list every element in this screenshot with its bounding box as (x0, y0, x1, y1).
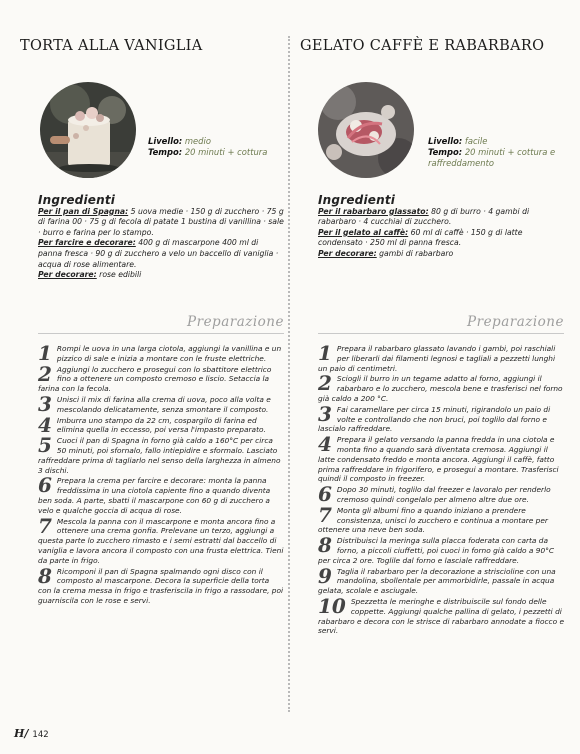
step-text: Fai caramellare per circa 15 minuti, rigirandolo un paio di volte e controllando che non bruci, poi toglilo dal forno e lascialo raffreddare. (318, 404, 551, 434)
steps-list (318, 341, 565, 637)
magazine-logo: H/ (14, 727, 29, 740)
step-text: Monta gli albumi fino a quando iniziano a prendere consistenza, unisci lo zucchero e continua a montare per ottenere una neve ben soda. (318, 505, 548, 535)
step-number: 1 (318, 341, 332, 365)
step (318, 533, 564, 565)
step-number: 4 (38, 412, 52, 437)
ingredient-label: Per decorare: (318, 248, 377, 258)
step-text: Prepara la crema per farcire e decorare: monta la panna freddissima in una ciotola capiente fino a quando diventa ben soda. A parte, sbatti il mascarpone con 60 g di zucchero a velo e qualche goccia di acqua di rose. (38, 476, 271, 515)
preparation-heading: Preparazione (187, 314, 284, 330)
step-text: Prepara il gelato versando la panna fredda in una ciotola e monta fino a quando sarà diventata cremosa. Aggiungi il latte condensato freddo e monta ancora. Aggiungi il caffè, fatto prima raffreddare in frigorifero, e prosegui a montare. Trasferisci quindi il composto in freezer. (318, 435, 559, 484)
step-text: Cuoci il pan di Spagna in forno già caldo a 160°C per circa 50 minuti, poi sfornalo, fallo intiepidire e sformalo. Lasciato raffreddare prima di tagliarlo nel senso della larghezza in almeno 3 dischi. (38, 436, 281, 475)
recipe-title: GELATO CAFFÈ E RABARBARO (300, 38, 545, 54)
step-number: 6 (318, 482, 332, 507)
ingredient-label: Per decorare: (38, 270, 97, 280)
step-text: Prepara il rabarbaro glassato lavando i gambi, poi raschiali per liberarli dai filamenti legnosi e tagliali a pezzetti lunghi un paio di centimetri. (318, 344, 556, 373)
ingredient-text: 5 uova medie · 150 g di zucchero · 75 g di farina 00 · 75 g di fecola di patate 1 bustina di vanillina · sale · burro e farina per lo stampo. (38, 206, 284, 237)
step-text: Unisci il mix di farina alla crema di uova, poco alla volta e mescolando delicatamente, senza smontare il composto. (56, 394, 271, 414)
livello-label: Livello: (148, 136, 183, 146)
step-text: Spezzetta le meringhe e distribuiscile sul fondo delle coppette. Aggiungi qualche pallina di gelato, i pezzetti di rabarbaro e decora con le strisce di rabarbaro annodate a fiocco e servi. (318, 596, 565, 636)
ingredients-section (318, 195, 564, 260)
step-number: 7 (38, 513, 52, 538)
step (38, 513, 284, 566)
ingredient-group (38, 238, 284, 270)
step-text: Mescola la panna con il mascarpone e monta ancora fino a ottenere una crema gonfia. Prelevane un terzo, aggiungi a questa parte lo zucchero rimasto e i semi estratti dal baccello di vaniglia e lavora ancora il composto con una frusta elettrica. Tieni da parte in frigo. (38, 516, 284, 565)
step-number: 2 (38, 361, 52, 386)
step-text: Rompi le uova in una larga ciotola, aggiungi la vanillina e un pizzico di sale e inizia a montare con le fruste elettriche. (56, 344, 282, 363)
step (318, 482, 564, 507)
ingredient-group (318, 228, 564, 249)
recipe-gelato-caffe-rabarbaro (300, 0, 565, 740)
step (318, 432, 564, 484)
step-number: 5 (38, 433, 52, 458)
preparation-heading: Preparazione (467, 314, 564, 330)
livello-value: medio (184, 136, 211, 146)
page-number: 142 (32, 730, 49, 740)
step (38, 433, 284, 475)
step-text: Distribuisci la meringa sulla placca foderata con carta da forno, a piccoli ciuffetti, poi cuoci in forno già caldo a 90°C per circa 2 ore. Toglile dal forno e lasciale raffreddare. (318, 536, 555, 565)
ingredient-label: Per il pan di Spagna: (38, 206, 129, 216)
step-number: 1 (38, 341, 52, 365)
tempo-value: 20 minuti + cottura e raffreddamento (428, 147, 556, 168)
cake-photo (40, 82, 136, 178)
step-text: Aggiungi lo zucchero e prosegui con lo sbattitore elettrico fino a ottenere un composto cremoso e liscio. Setaccia la farina con la fecola. (38, 364, 272, 394)
recipe-title: TORTA ALLA VANIGLIA (20, 38, 203, 54)
steps-list (38, 341, 284, 607)
step (38, 473, 284, 515)
step-number: 3 (38, 391, 52, 416)
ingredients-heading: Ingredienti (38, 193, 116, 207)
ingredient-text: rose edibili (96, 270, 142, 280)
ingredient-text: 80 g di burro · 4 gambi di rabarbaro · 4 cucchiai di zucchero. (318, 206, 530, 227)
step (318, 401, 564, 434)
step-number: 2 (318, 371, 332, 396)
ingredient-group (318, 207, 564, 228)
ingredient-group (318, 249, 564, 260)
ingredient-label: Per farcire e decorare: (38, 238, 136, 248)
ingredient-text: gambi di rabarbaro (376, 248, 454, 258)
divider-line (318, 333, 564, 334)
step-text: Taglia il rabarbaro per la decorazione a striscioline con una mandolina, sbollentale per ammorbidirle, passale in acqua gelata, scolale e asciugale. (318, 566, 556, 596)
step-number: 3 (318, 401, 332, 426)
recipe-meta (428, 136, 568, 169)
ingredient-text: 60 ml di caffè · 150 g di latte condensato · 250 ml di panna fresca. (318, 227, 523, 248)
step-number: 6 (38, 473, 52, 498)
ingredients-heading: Ingredienti (318, 193, 396, 207)
tempo-label: Tempo: (148, 147, 183, 157)
step (318, 502, 564, 535)
ingredient-text: 400 g di mascarpone 400 ml di panna fresca · 90 g di zucchero a velo un baccello di vaniglia · acqua di rose alimentare. (38, 238, 279, 269)
step (38, 563, 284, 606)
step-text: Ricomponi il pan di Spagna spalmando ogni disco con il composto al mascarpone. Decora la superficie della torta con la crema messa in frigo e trasferiscila in frigo a rassodare, poi guarniscila con le rose e servi. (38, 566, 284, 605)
step-number: 4 (318, 432, 332, 457)
step (318, 563, 564, 596)
step (38, 412, 284, 437)
step-number: 8 (38, 563, 52, 588)
page-footer (14, 727, 49, 740)
column-divider (288, 36, 290, 712)
step (38, 341, 284, 365)
step (318, 593, 565, 636)
divider-line (38, 333, 284, 334)
step-number: 7 (318, 502, 332, 527)
step-number: 8 (318, 533, 332, 558)
tempo-value: 20 minuti + cottura (184, 147, 268, 157)
step-text: Sciogli il burro in un tegame adatto al forno, aggiungi il rabarbaro e lo zucchero, mescola bene e trasferisci nel forno già caldo a 200 °C. (318, 374, 563, 403)
step-text: Dopo 30 minuti, toglilo dal freezer e lavoralo per renderlo cremoso quindi congelalo per almeno altre due ore. (336, 485, 551, 504)
ingredients-section (38, 195, 284, 281)
gelato-photo (318, 82, 414, 178)
ingredient-label: Per il gelato al caffè: (318, 227, 409, 237)
step-number: 10 (318, 593, 346, 618)
ingredient-label: Per il rabarbaro glassato: (318, 206, 429, 216)
step (318, 371, 564, 403)
tempo-label: Tempo: (428, 147, 463, 157)
recipe-torta-vaniglia (20, 0, 282, 740)
step (38, 361, 284, 394)
ingredient-group (38, 207, 284, 239)
livello-value: facile (464, 136, 488, 146)
livello-label: Livello: (428, 136, 463, 146)
step (38, 391, 284, 416)
step (318, 341, 564, 373)
recipe-meta (148, 136, 288, 158)
ingredient-group (38, 270, 284, 281)
step-text: Imburra uno stampo da 22 cm, cospargilo di farina ed elimina quella in eccesso, poi versa l'impasto preparato. (56, 415, 266, 435)
step-number: 9 (318, 563, 332, 588)
